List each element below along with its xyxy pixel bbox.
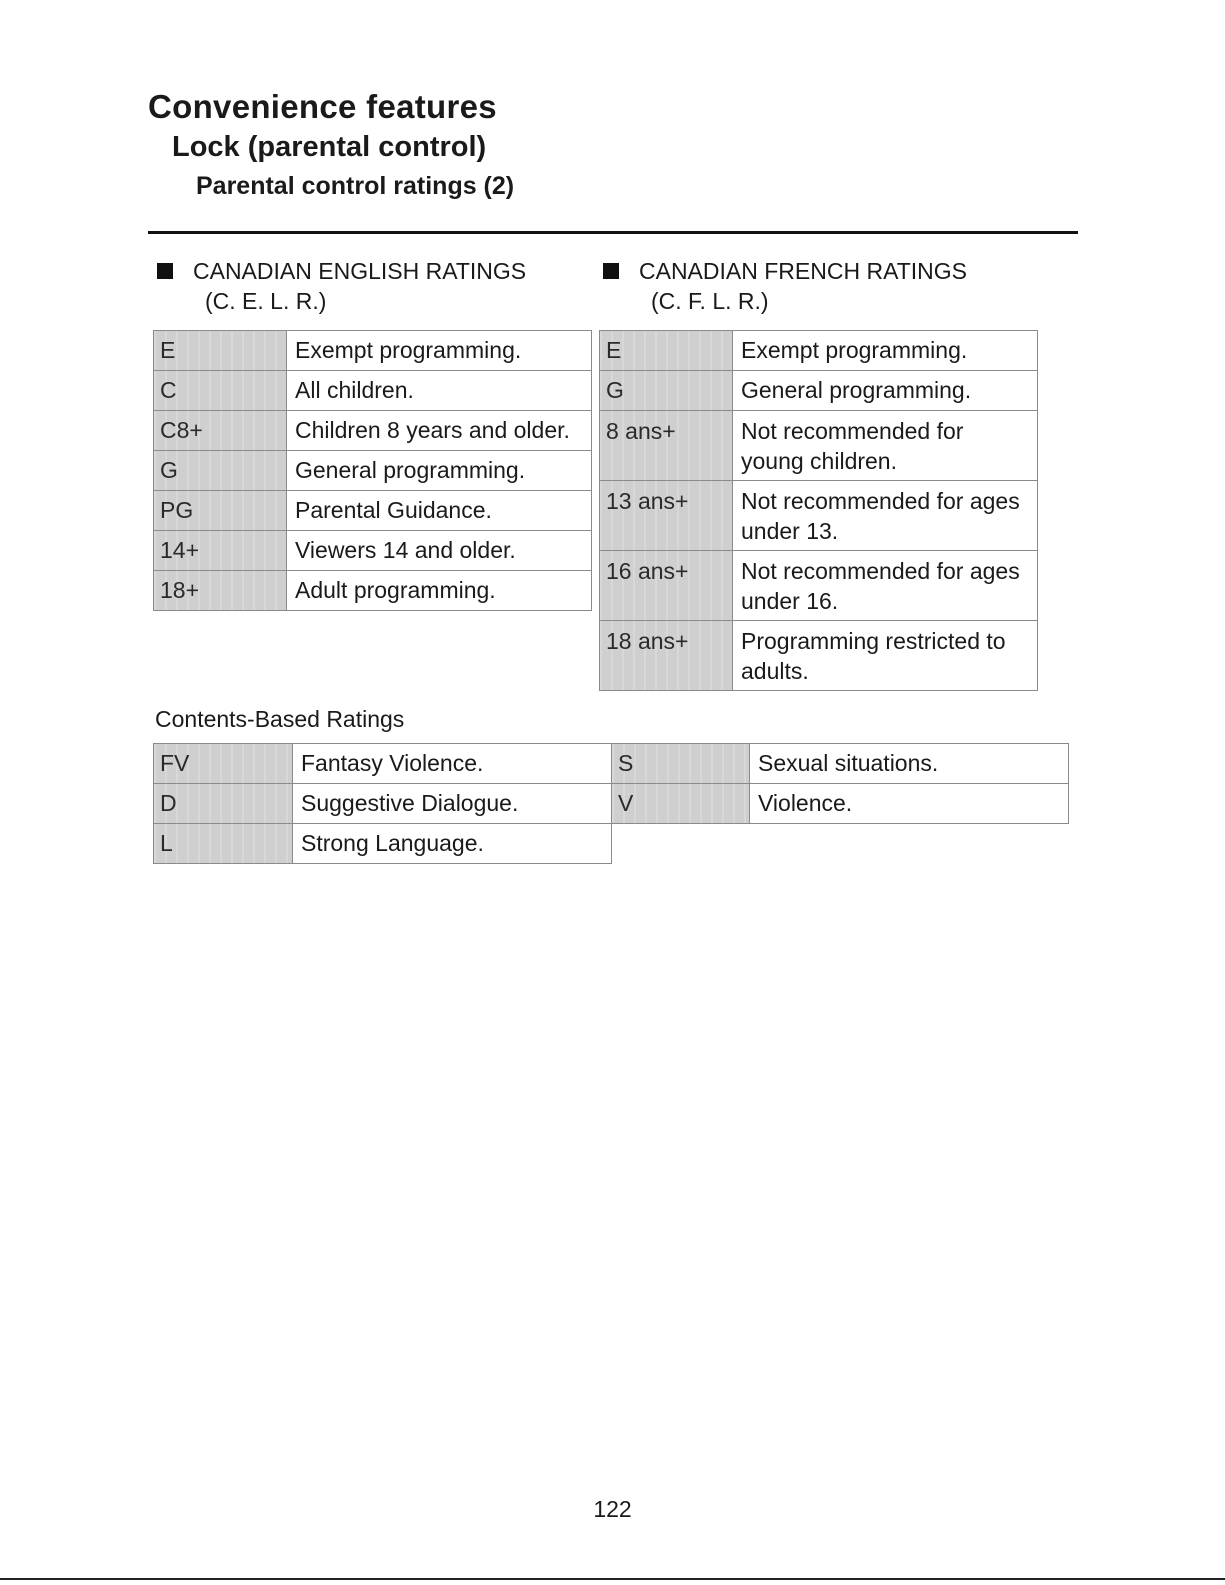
rating-description: Sexual situations. [750, 744, 1069, 784]
rating-code: 13 ans+ [600, 481, 733, 551]
rating-description: Parental Guidance. [287, 491, 592, 531]
english-ratings-table [153, 330, 592, 611]
rating-description: General programming. [287, 451, 592, 491]
rating-code: L [154, 824, 293, 864]
table-row [600, 331, 1038, 371]
rating-code: E [154, 331, 287, 371]
rating-description: Not recommended for ages under 13. [733, 481, 1038, 551]
rating-code: C [154, 371, 287, 411]
english-ratings-title: CANADIAN ENGLISH RATINGS [193, 258, 527, 284]
rating-description: General programming. [733, 371, 1038, 411]
contents-ratings-table-right [611, 743, 1069, 824]
rating-code: 14+ [154, 531, 287, 571]
square-bullet-icon [603, 263, 619, 279]
french-ratings-title: CANADIAN FRENCH RATINGS [639, 258, 967, 284]
rating-code: PG [154, 491, 287, 531]
rating-description: Programming restricted to adults. [733, 621, 1038, 691]
rating-description: Exempt programming. [287, 331, 592, 371]
table-row [154, 451, 592, 491]
rating-description: Children 8 years and older. [287, 411, 592, 451]
page-number: 122 [593, 1496, 632, 1522]
rating-description: All children. [287, 371, 592, 411]
header-divider [148, 231, 1078, 234]
table-row [600, 621, 1038, 691]
rating-code: V [612, 784, 750, 824]
contents-ratings-table-left [153, 743, 612, 864]
table-row [154, 491, 592, 531]
rating-code: 8 ans+ [600, 411, 733, 481]
square-bullet-icon [157, 263, 173, 279]
table-row [600, 481, 1038, 551]
rating-code: 18+ [154, 571, 287, 611]
rating-description: Adult programming. [287, 571, 592, 611]
rating-code: FV [154, 744, 293, 784]
page-title: Convenience features [148, 88, 497, 125]
table-row [612, 744, 1069, 784]
contents-based-ratings-label: Contents-Based Ratings [155, 706, 405, 732]
page-subtitle: Lock (parental control) [172, 131, 487, 163]
footer-divider [0, 1578, 1225, 1580]
table-row [612, 784, 1069, 824]
french-ratings-table [599, 330, 1038, 691]
table-row [154, 571, 592, 611]
table-row [154, 784, 612, 824]
rating-description: Violence. [750, 784, 1069, 824]
rating-code: E [600, 331, 733, 371]
table-row [154, 331, 592, 371]
table-row [154, 824, 612, 864]
rating-description: Suggestive Dialogue. [293, 784, 612, 824]
rating-description: Strong Language. [293, 824, 612, 864]
rating-description: Exempt programming. [733, 331, 1038, 371]
table-row [154, 531, 592, 571]
rating-description: Not recommended for ages under 16. [733, 551, 1038, 621]
rating-code: D [154, 784, 293, 824]
table-row [154, 411, 592, 451]
french-ratings-abbr: (C. F. L. R.) [651, 288, 769, 314]
rating-code: G [600, 371, 733, 411]
rating-description: Viewers 14 and older. [287, 531, 592, 571]
rating-code: C8+ [154, 411, 287, 451]
table-row [600, 411, 1038, 481]
table-row [600, 551, 1038, 621]
section-title: Parental control ratings (2) [196, 172, 515, 200]
rating-code: G [154, 451, 287, 491]
table-row [154, 371, 592, 411]
rating-description: Fantasy Violence. [293, 744, 612, 784]
rating-description: Not recommended for young children. [733, 411, 1038, 481]
english-ratings-abbr: (C. E. L. R.) [205, 288, 327, 314]
rating-code: 16 ans+ [600, 551, 733, 621]
rating-code: S [612, 744, 750, 784]
rating-code: 18 ans+ [600, 621, 733, 691]
table-row [154, 744, 612, 784]
table-row [600, 371, 1038, 411]
